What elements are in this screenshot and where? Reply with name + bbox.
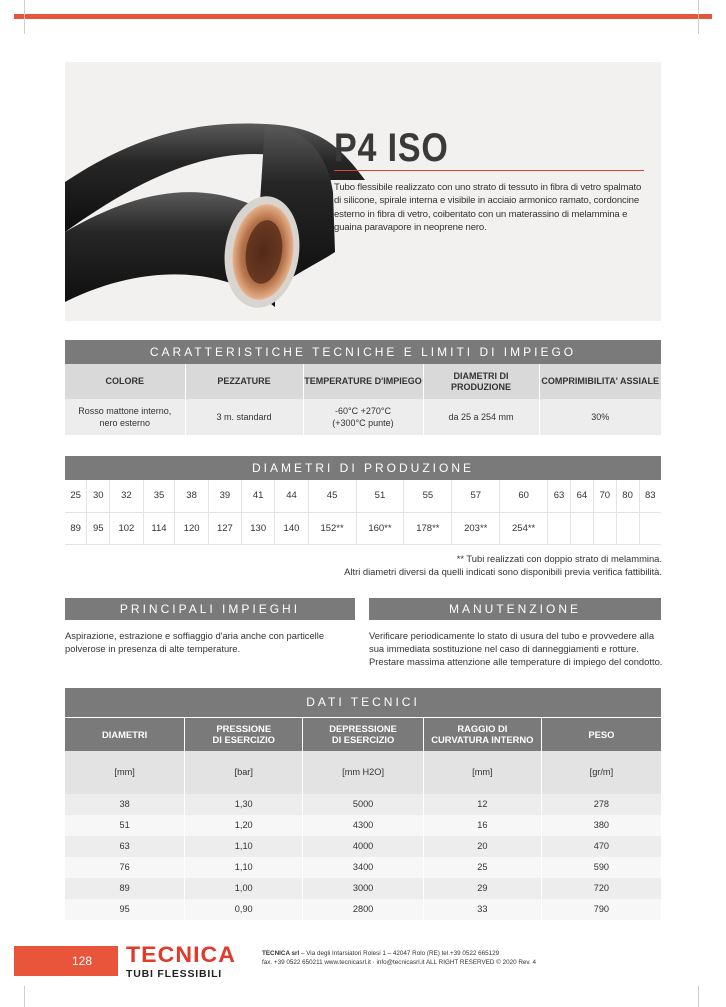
diameter-cell: 140 xyxy=(275,512,308,544)
crop-mark xyxy=(24,986,25,1007)
table-cell: 20 xyxy=(423,836,541,857)
table-cell: 1,10 xyxy=(185,857,303,878)
col-header: PRESSIONE DI ESERCIZIO xyxy=(185,718,303,751)
cell-value: Rosso mattone interno, nero esterno xyxy=(65,399,185,435)
table-cell: 278 xyxy=(541,794,661,815)
table-cell: 89 xyxy=(65,878,185,899)
diameter-cell: 64 xyxy=(570,480,593,512)
table-cell: 1,00 xyxy=(185,878,303,899)
diameter-cell: 95 xyxy=(87,512,110,544)
diameter-cell xyxy=(639,512,661,544)
table-cell: 29 xyxy=(423,878,541,899)
diameter-cell: 120 xyxy=(175,512,208,544)
company-name: TECNICA srl xyxy=(262,950,300,957)
diameter-cell: 30 xyxy=(87,480,110,512)
logo-subtitle: TUBI FLESSIBILI xyxy=(126,968,222,980)
col-header: DIAMETRI DI PRODUZIONE xyxy=(423,364,539,399)
diametri-table xyxy=(65,456,661,545)
diameter-cell xyxy=(593,512,616,544)
table-cell: 2800 xyxy=(303,899,424,920)
product-title: P4 ISO xyxy=(334,126,449,170)
footer-contact xyxy=(262,949,536,967)
dati-tecnici-table xyxy=(65,688,661,920)
unit-cell: [mm] xyxy=(65,751,185,794)
table-row xyxy=(65,878,661,899)
table-cell: 3400 xyxy=(303,857,424,878)
unit-cell: [gr/m] xyxy=(541,751,661,794)
table-row xyxy=(65,857,661,878)
diameter-cell: 38 xyxy=(175,480,208,512)
col-header: COMPRIMIBILITA' ASSIALE xyxy=(539,364,661,399)
product-description: Tubo flessibile realizzato con uno strato di tessuto in fibra di vetro spalmato di silicone, spirale interna e visibile in acciaio armonico ramato, cordoncine esterno in fibra di vetro, coibentato con un materassino di melammina e guaina paravapore in neoprene nero. xyxy=(334,182,642,234)
diameter-cell: 55 xyxy=(404,480,452,512)
table-cell: 0,90 xyxy=(185,899,303,920)
diameter-cell: 45 xyxy=(308,480,356,512)
diameter-cell: 25 xyxy=(65,480,87,512)
tecnica-logo xyxy=(126,942,237,980)
table-cell: 380 xyxy=(541,815,661,836)
diametri-row xyxy=(65,480,661,512)
table-cell: 33 xyxy=(423,899,541,920)
diameter-cell xyxy=(570,512,593,544)
table-cell: 12 xyxy=(423,794,541,815)
table-row xyxy=(65,899,661,920)
title-underline xyxy=(334,170,644,171)
diameter-cell: 203** xyxy=(452,512,500,544)
unit-cell: [mm H2O] xyxy=(303,751,424,794)
address-line: – Via degli Intarsiatori Rolesi 1 – 42047 Rolo (RE) tel.+39 0522 665129 xyxy=(299,950,500,957)
contact-line: fax. +39 0522 650211 www.tecnicasrl.it · info@tecnicasrl.it ALL RIGHT RESERVED © 2020 Rev. 4 xyxy=(262,959,537,966)
table-cell: 720 xyxy=(541,878,661,899)
table-row xyxy=(65,815,661,836)
diametri-note xyxy=(344,552,662,578)
cell-value: 30% xyxy=(539,399,661,435)
table-cell: 470 xyxy=(541,836,661,857)
top-accent-bar xyxy=(14,14,712,19)
table-cell: 1,10 xyxy=(185,836,303,857)
diameter-cell: 70 xyxy=(593,480,616,512)
crop-mark xyxy=(698,986,699,1007)
table-cell: 4300 xyxy=(303,815,424,836)
diameter-cell: 63 xyxy=(548,480,571,512)
table-row xyxy=(65,794,661,815)
diameter-cell: 102 xyxy=(110,512,143,544)
logo-word: TECNICA xyxy=(126,942,237,967)
impieghi-title: PRINCIPALI IMPIEGHI xyxy=(65,598,355,620)
table-cell: 76 xyxy=(65,857,185,878)
col-header: PEZZATURE xyxy=(185,364,303,399)
caratteristiche-table xyxy=(65,340,661,435)
diameter-cell: 114 xyxy=(143,512,175,544)
diameter-cell: 152** xyxy=(308,512,356,544)
crop-mark xyxy=(24,0,25,34)
diameter-cell: 83 xyxy=(639,480,661,512)
table-cell: 4000 xyxy=(303,836,424,857)
table-cell: 16 xyxy=(423,815,541,836)
manutenzione-text xyxy=(369,629,665,668)
unit-cell: [mm] xyxy=(423,751,541,794)
col-header: DEPRESSIONE DI ESERCIZIO xyxy=(303,718,424,751)
cell-value: -60°C +270°C (+300°C punte) xyxy=(303,399,423,435)
cell-value: 3 m. standard xyxy=(185,399,303,435)
table-cell: 38 xyxy=(65,794,185,815)
unit-cell: [bar] xyxy=(185,751,303,794)
crop-mark xyxy=(698,0,699,34)
diameter-cell: 51 xyxy=(356,480,404,512)
note-line: Altri diametri diversi da quelli indicati sono disponibili previa verifica fattibilità. xyxy=(344,566,662,577)
note-line: ** Tubi realizzati con doppio strato di melammina. xyxy=(456,553,662,564)
table-cell: 5000 xyxy=(303,794,424,815)
manutenzione-line: Verificare periodicamente lo stato di usura del tubo e provvedere alla sua immediata sostituzione nel caso di danneggiamenti e rotture. xyxy=(369,630,655,654)
diameter-cell: 41 xyxy=(242,480,275,512)
table-cell: 63 xyxy=(65,836,185,857)
diameter-cell xyxy=(548,512,571,544)
col-header: DIAMETRI xyxy=(65,718,185,751)
caratteristiche-title: CARATTERISTICHE TECNICHE E LIMITI DI IMPIEGO xyxy=(65,340,661,364)
diameter-cell: 130 xyxy=(242,512,275,544)
diameter-cell: 35 xyxy=(143,480,175,512)
col-header: TEMPERATURE D'IMPIEGO xyxy=(303,364,423,399)
diameter-cell: 60 xyxy=(500,480,548,512)
dati-tecnici-title: DATI TECNICI xyxy=(65,688,661,718)
table-cell: 1,20 xyxy=(185,815,303,836)
table-cell: 590 xyxy=(541,857,661,878)
diameter-cell: 160** xyxy=(356,512,404,544)
col-header: RAGGIO DI CURVATURA INTERNO xyxy=(423,718,541,751)
diameter-cell: 44 xyxy=(275,480,308,512)
col-header: PESO xyxy=(541,718,661,751)
table-cell: 1,30 xyxy=(185,794,303,815)
cell-value: da 25 a 254 mm xyxy=(423,399,539,435)
page-number: 128 xyxy=(14,946,118,976)
diameter-cell: 89 xyxy=(65,512,87,544)
col-header: COLORE xyxy=(65,364,185,399)
diametri-title: DIAMETRI DI PRODUZIONE xyxy=(65,456,661,480)
table-cell: 790 xyxy=(541,899,661,920)
table-cell: 95 xyxy=(65,899,185,920)
diameter-cell: 57 xyxy=(452,480,500,512)
diameter-cell xyxy=(616,512,639,544)
table-row xyxy=(65,836,661,857)
manutenzione-line: Prestare massima attenzione alle temperature di impiego del condotto. xyxy=(369,656,663,667)
diameter-cell: 178** xyxy=(404,512,452,544)
table-cell: 25 xyxy=(423,857,541,878)
diameter-cell: 39 xyxy=(208,480,241,512)
table-cell: 51 xyxy=(65,815,185,836)
diameter-cell: 254** xyxy=(500,512,548,544)
diameter-cell: 32 xyxy=(110,480,143,512)
diametri-row xyxy=(65,512,661,544)
manutenzione-title: MANUTENZIONE xyxy=(369,598,661,620)
table-cell: 3000 xyxy=(303,878,424,899)
diameter-cell: 127 xyxy=(208,512,241,544)
diameter-cell: 80 xyxy=(616,480,639,512)
impieghi-text: Aspirazione, estrazione e soffiaggio d'aria anche con particelle polverose in presenza di alte temperature. xyxy=(65,630,325,654)
